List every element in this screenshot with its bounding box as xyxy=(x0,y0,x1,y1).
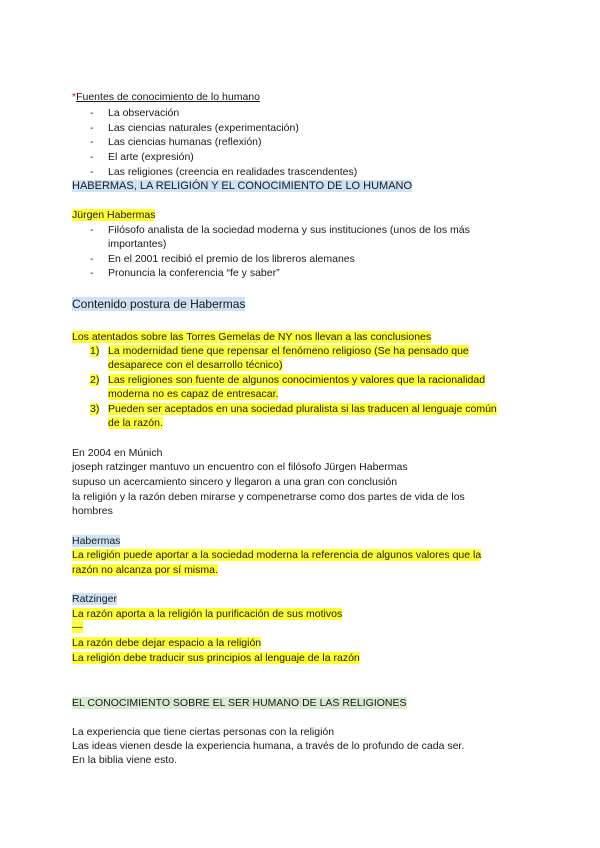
paragraph-line: hombres xyxy=(72,505,113,517)
list-item: Las ciencias humanas (reflexión) xyxy=(108,136,262,148)
separator-dash: — xyxy=(72,621,83,633)
list-item: Filósofo analista de la sociedad moderna y sus instituciones (unos de los más xyxy=(108,224,470,236)
dash-bullet: - xyxy=(90,136,94,148)
list-number: 3) xyxy=(90,403,100,415)
list-item: Pueden ser aceptados en una sociedad pluralista si las traducen al lenguaje común xyxy=(108,403,497,415)
list-item: Pronuncia la conferencia “fe y saber” xyxy=(108,267,280,279)
paragraph-line: La religión debe traducir sus principios al lenguaje de la razón xyxy=(72,652,360,664)
subheading: Habermas xyxy=(72,535,121,547)
dash-bullet: - xyxy=(90,166,94,178)
list-item: Las religiones (creencia en realidades trascendentes) xyxy=(108,166,358,178)
list-number: 2) xyxy=(90,374,100,386)
section-heading: HABERMAS, LA RELIGIÓN Y EL CONOCIMIENTO DE LO HUMANO xyxy=(72,180,413,192)
paragraph-line: La religión puede aportar a la sociedad moderna la referencia de algunos valores que la xyxy=(72,549,482,561)
list-item-continuation: desaparece con el desarrollo técnico) xyxy=(108,359,283,371)
paragraph-line: La experiencia que tiene ciertas personas con la religión xyxy=(72,726,335,738)
paragraph-line: joseph ratzinger mantuvo un encuentro con el filósofo Jürgen Habermas xyxy=(72,461,408,473)
star-icon: * xyxy=(72,91,77,103)
paragraph-line: En la biblia viene esto. xyxy=(72,754,178,766)
dash-bullet: - xyxy=(90,122,94,134)
paragraph: Los atentados sobre las Torres Gemelas de NY nos llevan a las conclusiones xyxy=(72,331,432,343)
list-item-continuation: importantes) xyxy=(108,238,167,250)
section-heading: EL CONOCIMIENTO SOBRE EL SER HUMANO DE LAS RELIGIONES xyxy=(72,697,407,709)
list-item: En el 2001 recibió el premio de los libreros alemanes xyxy=(108,253,355,265)
paragraph-line: razón no alcanza por sí misma. xyxy=(72,564,218,576)
paragraph-line: La razón debe dejar espacio a la religión xyxy=(72,637,262,649)
list-item-continuation: de la razón. xyxy=(108,417,163,429)
sources-title: *Fuentes de conocimiento de lo humano xyxy=(72,91,260,103)
dash-bullet: - xyxy=(90,253,94,265)
paragraph-line: supuso un acercamiento sincero y llegaron a una gran con conclusión xyxy=(72,476,398,488)
list-item: La observación xyxy=(108,107,180,119)
dash-bullet: - xyxy=(90,267,94,279)
list-item: El arte (expresión) xyxy=(108,151,194,163)
list-item: La modernidad tiene que repensar el fenómeno religioso (Se ha pensado que xyxy=(108,345,469,357)
list-item: Las ciencias naturales (experimentación) xyxy=(108,122,299,134)
dash-bullet: - xyxy=(90,151,94,163)
subheading: Ratzinger xyxy=(72,593,117,605)
paragraph-line: la religión y la razón deben mirarse y compenetrarse como dos partes de vida de los xyxy=(72,491,465,503)
dash-bullet: - xyxy=(90,107,94,119)
person-heading: Jürgen Habermas xyxy=(72,209,156,221)
list-item: Las religiones son fuente de algunos conocimientos y valores que la racionalidad xyxy=(108,374,486,386)
list-item-continuation: moderna no es capaz de entresacar. xyxy=(108,388,279,400)
paragraph-line: En 2004 en Múnich xyxy=(72,447,163,459)
paragraph-line: La razón aporta a la religión la purificación de sus motivos xyxy=(72,608,343,620)
dash-bullet: - xyxy=(90,224,94,236)
paragraph-line: Las ideas vienen desde la experiencia humana, a través de lo profundo de cada ser. xyxy=(72,740,465,752)
list-number: 1) xyxy=(90,345,100,357)
section-heading: Contenido postura de Habermas xyxy=(72,297,246,311)
